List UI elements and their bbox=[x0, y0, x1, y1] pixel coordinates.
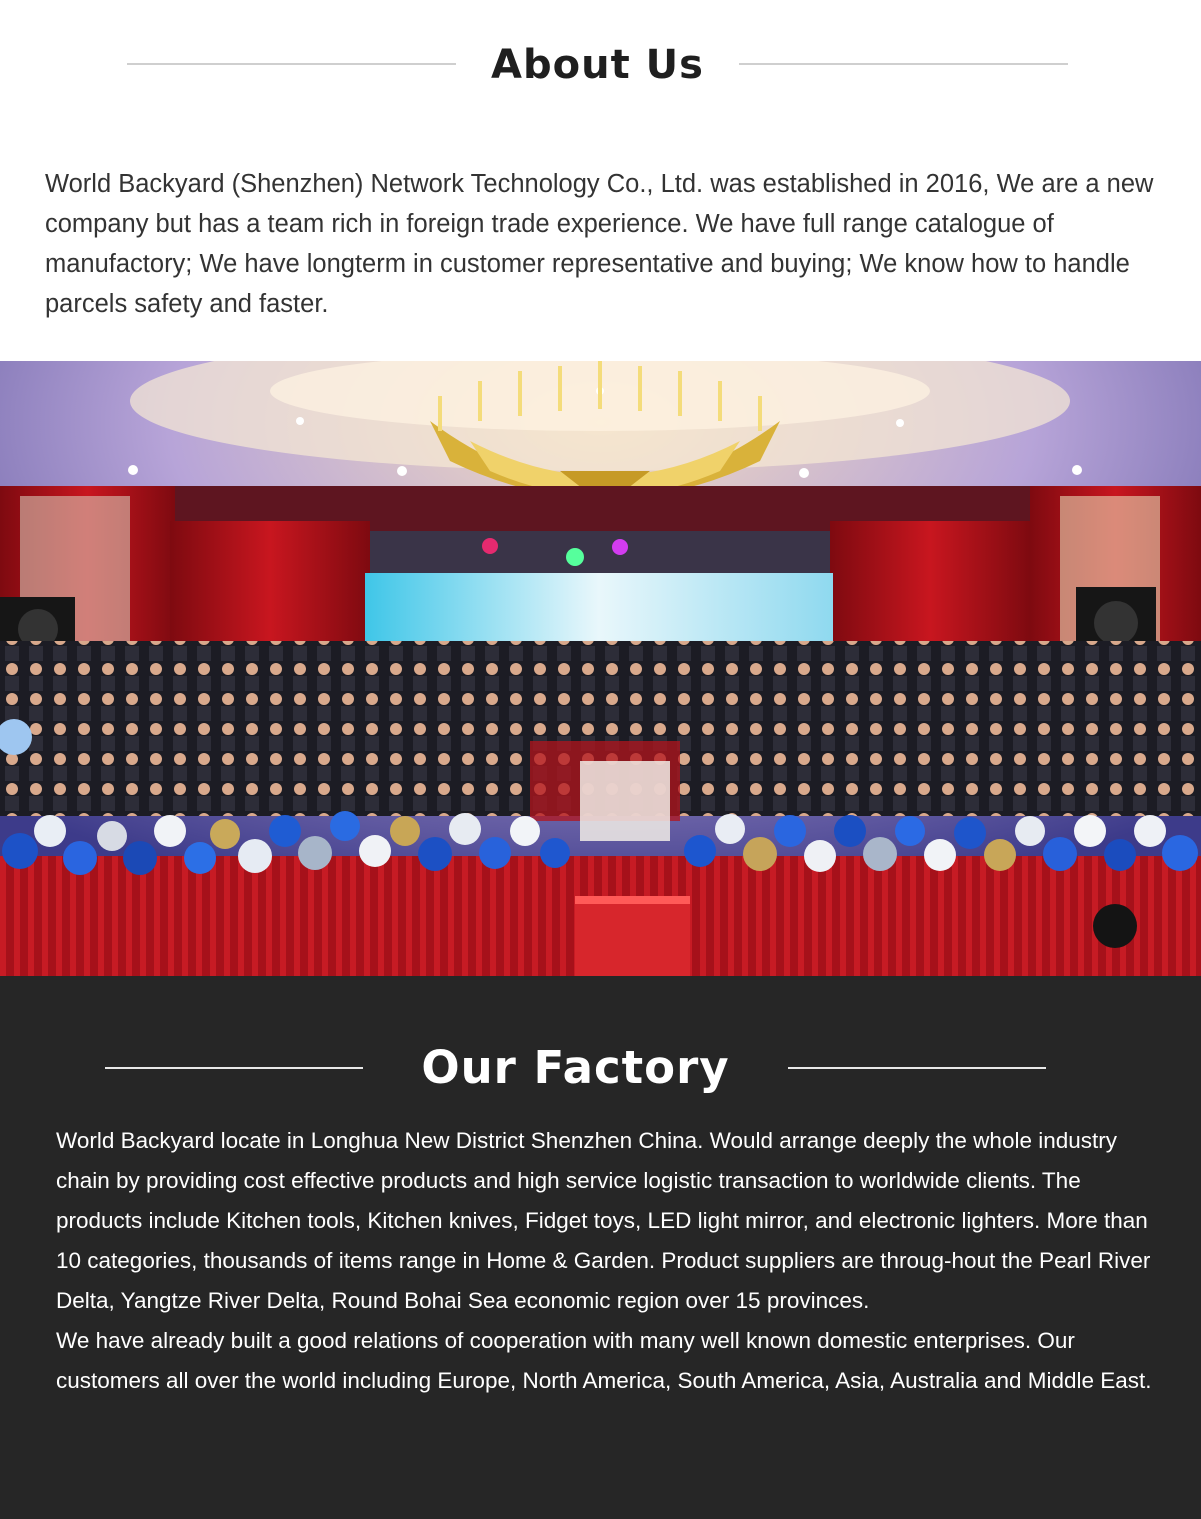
factory-section bbox=[0, 976, 1201, 1519]
factory-paragraph: We have already built a good relations of cooperation with many well known domestic enterprises. Our customers all over the world including Europe, North America, South America, Asia, Australia and Middle East. bbox=[56, 1328, 1152, 1393]
title-divider-left bbox=[127, 63, 456, 65]
title-divider-left bbox=[105, 1067, 363, 1069]
about-description: World Backyard (Shenzhen) Network Technology Co., Ltd. was established in 2016, We are a new company but has a team rich in foreign trade experience. We have full range catalogue of manufactory; We have longterm in customer representative and buying; We know how to handle parcels safety and faster. bbox=[45, 170, 1154, 318]
title-divider-right bbox=[788, 1067, 1046, 1069]
about-title: About Us bbox=[491, 42, 704, 88]
team-group-photo bbox=[0, 361, 1201, 976]
factory-paragraph: World Backyard locate in Longhua New District Shenzhen China. Would arrange deeply the whole industry chain by providing cost effective products and high service logistic transaction to worldwide clients. The products include Kitchen tools, Kitchen knives, Fidget toys, LED light mirror, and electronic lighters. More than 10 categories, thousands of items range in Home & Garden. Product suppliers are throug-hout the Pearl River Delta, Yangtze River Delta, Round Bohai Sea economic region over 15 provinces. bbox=[56, 1128, 1151, 1313]
title-divider-right bbox=[739, 63, 1068, 65]
factory-description bbox=[56, 1121, 1166, 1401]
team-photo-illustration bbox=[0, 361, 1201, 976]
about-section bbox=[0, 0, 1201, 361]
factory-title: Our Factory bbox=[421, 1041, 730, 1094]
